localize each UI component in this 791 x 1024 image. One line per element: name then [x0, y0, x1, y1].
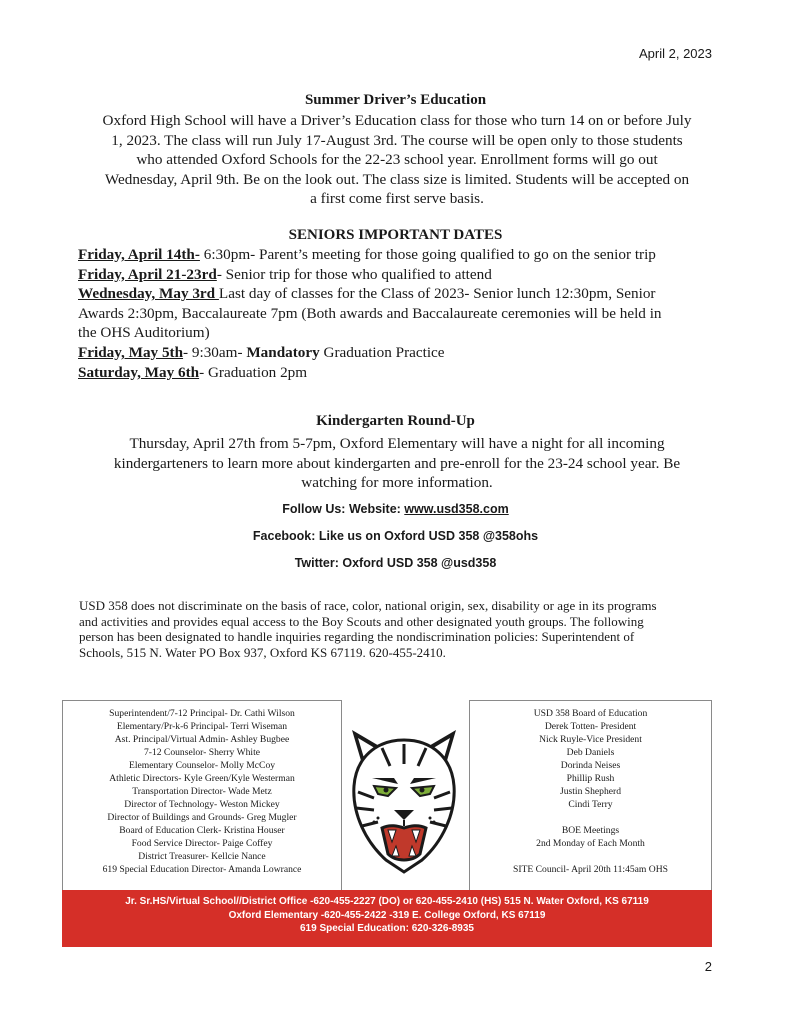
footer-line: Jr. Sr.HS/Virtual School//District Office -620-455-2227 (DO) or 620-455-2410 (HS) 515 N. Water Oxford, KS 67119 — [125, 896, 649, 907]
senior-date-text: Awards 2:30pm, Baccalaureate 7pm (Both awards and Baccalaureate ceremonies will be held in — [78, 304, 662, 322]
seniors-dates-list — [78, 245, 718, 382]
drivers-ed-line: a first come first serve basis. — [310, 190, 484, 208]
senior-date-label: Friday, April 21-23rd — [78, 265, 217, 283]
wildcat-mascot-icon — [344, 722, 464, 882]
nondiscrimination-line: and activities and provides equal access to the Boy Scouts and other designated youth groups. The following — [79, 613, 644, 629]
board-member: Deb Daniels — [566, 747, 615, 758]
senior-date-label: Friday, April 14th- — [78, 246, 200, 263]
senior-date-text: - 9:30am- — [183, 343, 247, 361]
staff-directory-box — [62, 700, 342, 892]
staff-entry: Superintendent/7-12 Principal- Dr. Cathi Wilson — [109, 708, 295, 719]
senior-date-label: Friday, May 5th — [78, 343, 184, 361]
mandatory-emphasis: Mandatory — [246, 343, 320, 361]
senior-date-text: - Graduation 2pm — [199, 363, 308, 381]
staff-entry: Director of Technology- Weston Mickey — [124, 799, 280, 810]
board-member: Dorinda Neises — [560, 760, 621, 771]
spacer — [470, 811, 711, 824]
nondiscrimination-line: person has been designated to handle inquiries regarding the nondiscrimination policies: Superintendent of — [79, 629, 635, 645]
board-member: Justin Shepherd — [559, 786, 622, 797]
senior-date-item — [78, 343, 718, 363]
senior-date-text: Last day of classes for the Class of 2023- Senior lunch 12:30pm, Senior — [218, 285, 656, 303]
contact-footer-banner — [62, 890, 712, 947]
staff-entry: Director of Buildings and Grounds- Greg Mugler — [107, 812, 297, 823]
kindergarten-body — [79, 434, 715, 493]
drivers-ed-title: Summer Driver’s Education — [304, 92, 487, 108]
staff-entry: Transportation Director- Wade Metz — [132, 786, 272, 797]
seniors-title: SENIORS IMPORTANT DATES — [288, 227, 503, 243]
kindergarten-line: watching for more information. — [301, 474, 493, 492]
follow-twitter: Twitter: Oxford USD 358 @usd358 — [294, 556, 497, 570]
board-member: Cindi Terry — [568, 799, 613, 810]
senior-date-item — [78, 265, 718, 285]
nondiscrimination-line: Schools, 515 N. Water PO Box 937, Oxford KS 67119. 620-455-2410. — [79, 644, 446, 660]
spacer — [470, 850, 711, 863]
board-member: Derek Totten- President — [544, 721, 637, 732]
drivers-ed-line: Wednesday, April 9th. Be on the look out. The class size is limited. Students will be accepted on — [104, 170, 690, 188]
senior-date-text: Graduation Practice — [319, 343, 445, 361]
board-title: USD 358 Board of Education — [533, 708, 648, 719]
staff-entry: Board of Education Clerk- Kristina Houser — [119, 825, 285, 836]
senior-date-item — [78, 304, 718, 324]
kindergarten-line: Thursday, April 27th from 5-7pm, Oxford Elementary will have a night for all incoming — [129, 435, 665, 452]
staff-entry: 619 Special Education Director- Amanda Lowrance — [102, 864, 302, 875]
page-number: 2 — [704, 959, 712, 974]
footer-line: Oxford Elementary -620-455-2422 -319 E. College Oxford, KS 67119 — [228, 909, 546, 921]
senior-date-text: - Senior trip for those who qualified to attend — [216, 265, 492, 283]
staff-entry: District Treasurer- Kellcie Nance — [138, 851, 266, 862]
staff-entry: 7-12 Counselor- Sherry White — [143, 747, 261, 758]
senior-date-item — [78, 284, 718, 304]
website-link[interactable]: www.usd358.com — [404, 502, 509, 516]
document-date: April 2, 2023 — [639, 46, 712, 61]
website-label: Follow Us: Website: — [282, 502, 405, 516]
footer-line: 619 Special Education: 620-326-8935 — [300, 923, 474, 934]
board-member: Phillip Rush — [566, 773, 615, 784]
boe-meetings-schedule: 2nd Monday of Each Month — [536, 838, 645, 849]
staff-entry: Ast. Principal/Virtual Admin- Ashley Bugbee — [114, 734, 290, 745]
board-of-education-box — [469, 700, 712, 892]
senior-date-text: 6:30pm- Parent’s meeting for those going qualified to go on the senior trip — [199, 246, 656, 263]
staff-entry: Elementary Counselor- Molly McCoy — [128, 760, 276, 771]
staff-entry: Athletic Directors- Kyle Green/Kyle Westerman — [109, 773, 295, 784]
senior-date-item — [78, 323, 718, 343]
senior-date-label: Wednesday, May 3rd — [78, 285, 219, 303]
board-member: Nick Ruyle-Vice President — [539, 734, 642, 745]
nondiscrimination-statement — [79, 598, 719, 660]
drivers-ed-line: who attended Oxford Schools for the 22-23 school year. Enrollment forms will go out — [136, 151, 658, 169]
kindergarten-title: Kindergarten Round-Up — [316, 413, 475, 429]
site-council: SITE Council- April 20th 11:45am OHS — [512, 864, 668, 875]
senior-date-label: Saturday, May 6th — [78, 363, 200, 381]
drivers-ed-line: Oxford High School will have a Driver’s Education class for those who turn 14 on or before July — [102, 112, 692, 129]
staff-entry: Elementary/Pr-k-6 Principal- Terri Wiseman — [116, 721, 288, 732]
kindergarten-line: kindergarteners to learn more about kindergarten and pre-enroll for the 23-24 school year. Be — [113, 454, 681, 472]
drivers-ed-body — [79, 111, 715, 209]
senior-date-item — [78, 245, 718, 265]
senior-date-item — [78, 363, 718, 383]
boe-meetings-title: BOE Meetings — [561, 825, 620, 836]
drivers-ed-line: 1, 2023. The class will run July 17-August 3rd. The course will be open only to those students — [111, 131, 683, 149]
staff-entry: Food Service Director- Paige Coffey — [131, 838, 273, 849]
follow-facebook: Facebook: Like us on Oxford USD 358 @358ohs — [252, 529, 539, 543]
follow-website — [0, 502, 791, 516]
nondiscrimination-line: USD 358 does not discriminate on the basis of race, color, national origin, sex, disability or age in its programs — [79, 598, 657, 613]
senior-date-text: the OHS Auditorium) — [78, 324, 210, 342]
